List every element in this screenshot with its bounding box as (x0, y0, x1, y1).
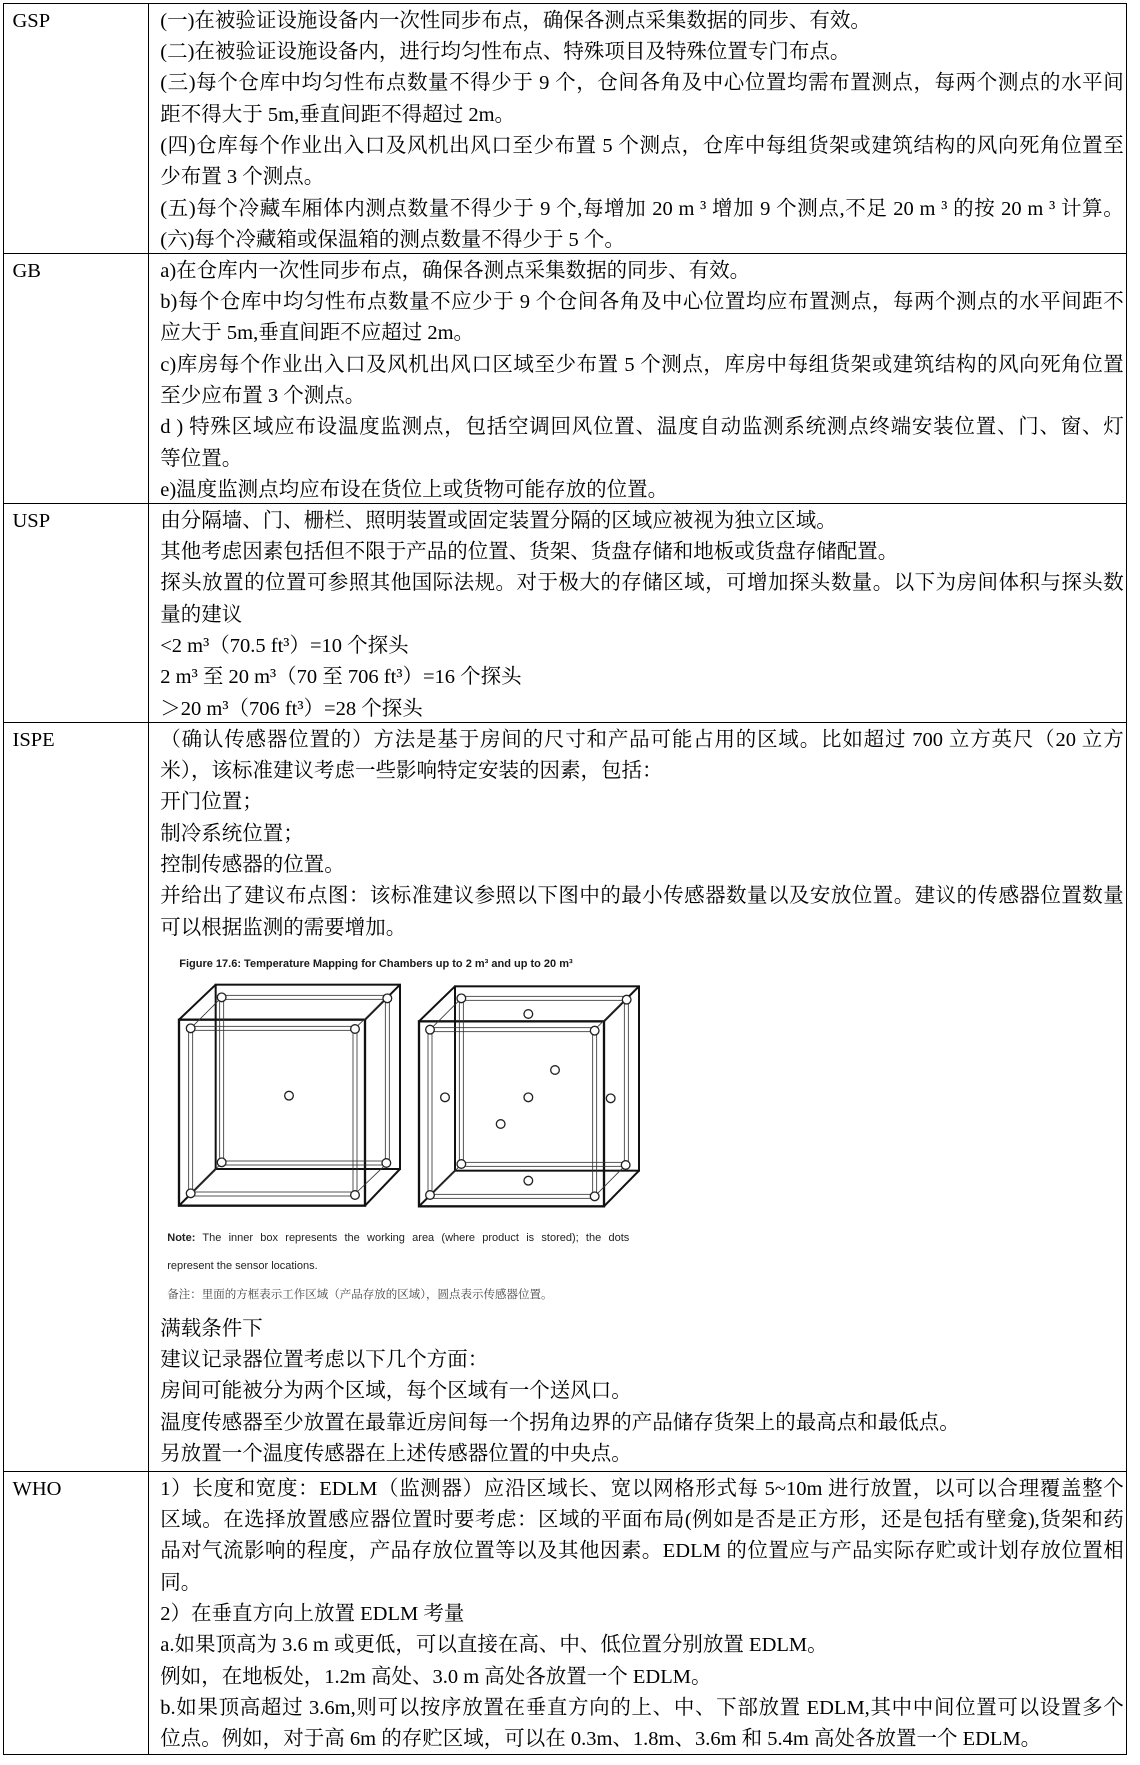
table-row-gb (4, 253, 1126, 503)
temperature-mapping-figure (149, 944, 1124, 1314)
text-line: (四)仓库每个作业出入口及风机出风口至少布置 5 个测点，仓库中每组货架或建筑结构的风向死角位置至 (160, 134, 1124, 157)
text-line: 应大于 5m,垂直间距不应超过 2m。 (160, 322, 475, 345)
table-row-gsp (4, 4, 1126, 253)
text-line: 另放置一个温度传感器在上述传感器位置的中央点。 (160, 1443, 632, 1466)
large-chamber-cube (419, 986, 639, 1206)
text-line: 探头放置的位置可参照其他国际法规。对于极大的存储区域，可增加探头数量。以下为房间体积与探头数 (160, 572, 1124, 595)
row-content (149, 4, 1126, 253)
small-chamber-cube (179, 984, 400, 1205)
figure-note-label: Note: (167, 1231, 196, 1244)
chamber-cube-diagram (149, 939, 669, 1229)
text-line: (二)在被验证设施设备内，进行均匀性布点、特殊项目及特殊位置专门布点。 (160, 41, 851, 64)
text-line: 等位置。 (160, 447, 243, 470)
text-line: 2 m³ 至 20 m³（70 至 706 ft³）=16 个探头 (160, 666, 522, 689)
text-line: 例如，在地板处，1.2m 高处、3.0 m 高处各放置一个 EDLM。 (160, 1665, 712, 1688)
text-line: 区域。在选择放置感应器位置时要考虑：区域的平面布局(例如是否是正方形，还是包括有壁龛),货架和药 (160, 1509, 1124, 1532)
text-line: 房间可能被分为两个区域，每个区域有一个送风口。 (160, 1380, 632, 1403)
figure-note-line2: represent the sensor locations. (167, 1259, 318, 1272)
row-content (149, 723, 1126, 1471)
table-row-ispe (4, 722, 1126, 1471)
text-line: 建议记录器位置考虑以下几个方面： (160, 1349, 489, 1372)
text-line: (六)每个冷藏箱或保温箱的测点数量不得少于 5 个。 (160, 228, 625, 251)
text-line: 量的建议 (160, 603, 243, 626)
text-line: e)温度监测点均应布设在货位上或货物可能存放的位置。 (160, 478, 669, 501)
text-line: (一)在被验证设施设备内一次性同步布点，确保各测点采集数据的同步、有效。 (160, 9, 871, 32)
table-row-who (4, 1471, 1126, 1754)
text-line: 满载条件下 (160, 1317, 263, 1340)
text-line: 同。 (160, 1571, 202, 1594)
text-line: 少布置 3 个测点。 (160, 166, 325, 189)
row-label: WHO (4, 1472, 149, 1754)
text-line: (三)每个仓库中均匀性布点数量不得少于 9 个，仓间各角及中心位置均需布置测点，每两个测点的水平间 (160, 72, 1124, 95)
text-line: （确认传感器位置的）方法是基于房间的尺寸和产品可能占用的区域。比如超过 700 立方英尺（20 立方 (160, 728, 1124, 751)
text-line: d ) 特殊区域应布设温度监测点，包括空调回风位置、温度自动监测系统测点终端安装位置、门、窗、灯 (160, 416, 1124, 439)
text-line: 其他考虑因素包括但不限于产品的位置、货架、货盘存储和地板或货盘存储配置。 (160, 541, 899, 564)
text-line: 至少应布置 3 个测点。 (160, 384, 366, 407)
text-line: 并给出了建议布点图：该标准建议参照以下图中的最小传感器数量以及安放位置。建议的传感器位置数量 (160, 885, 1124, 908)
row-label: GSP (4, 4, 149, 253)
text-line: 控制传感器的位置。 (160, 853, 345, 876)
row-content (149, 504, 1126, 722)
text-line: 米），该标准建议考虑一些影响特定安装的因素，包括： (160, 760, 663, 783)
figure-note (167, 1231, 629, 1245)
figure-title: Figure 17.6: Temperature Mapping for Chambers up to 2 m³ and up to 20 m³ (179, 957, 573, 970)
row-label: GB (4, 254, 149, 503)
text-line: 温度传感器至少放置在最靠近房间每一个拐角边界的产品储存货架上的最高点和最低点。 (160, 1411, 960, 1434)
text-line: a.如果顶高为 3.6 m 或更低，可以直接在高、中、低位置分别放置 EDLM。 (160, 1634, 828, 1657)
text-line: 距不得大于 5m,垂直间距不得超过 2m。 (160, 103, 516, 126)
text-line: 由分隔墙、门、栅栏、照明装置或固定装置分隔的区域应被视为独立区域。 (160, 509, 837, 532)
text-line: 开门位置； (160, 791, 263, 814)
row-content (149, 254, 1126, 503)
text-line: b.如果顶高超过 3.6m,则可以按序放置在垂直方向的上、中、下部放置 EDLM,其中中间位置可以设置多个 (160, 1696, 1124, 1719)
table-row-usp (4, 503, 1126, 722)
text-line: 可以根据监测的需要增加。 (160, 916, 407, 939)
text-line: ＞20 m³（706 ft³）=28 个探头 (160, 697, 423, 720)
text-line: 品对气流影响的程度，产品存放位置等以及其他因素。EDLM 的位置应与产品实际存贮或计划存放位置相 (160, 1540, 1124, 1563)
row-label: ISPE (4, 723, 149, 1471)
text-line: b)每个仓库中均匀性布点数量不应少于 9 个仓间各角及中心位置均应布置测点，每两个测点的水平间距不 (160, 291, 1124, 314)
text-line: <2 m³（70.5 ft³）=10 个探头 (160, 634, 409, 657)
requirements-table (3, 3, 1127, 1755)
text-line: c)库房每个作业出入口及风机出风口区域至少布置 5 个测点，库房中每组货架或建筑结构的风向死角位置 (160, 353, 1124, 376)
text-line: (五)每个冷藏车厢体内测点数量不得少于 9 个,每增加 20 m ³ 增加 9 个测点,不足 20 m ³ 的按 20 m ³ 计算。 (160, 197, 1124, 220)
text-line: 1）长度和宽度：EDLM（监测器）应沿区域长、宽以网格形式每 5~10m 进行放置，以可以合理覆盖整个 (160, 1477, 1124, 1500)
text-line: 制冷系统位置； (160, 822, 304, 845)
text-line: a)在仓库内一次性同步布点，确保各测点采集数据的同步、有效。 (160, 259, 751, 282)
row-label: USP (4, 504, 149, 722)
text-line: 位点。例如，对于高 6m 的存贮区域，可以在 0.3m、1.8m、3.6m 和 5.4m 高处各放置一个 EDLM。 (160, 1728, 1042, 1751)
text-line: 2）在垂直方向上放置 EDLM 考量 (160, 1602, 465, 1625)
figure-note-text: The inner box represents the working area (where product is stored); the dots (202, 1231, 630, 1244)
row-content (149, 1472, 1126, 1754)
figure-note-chinese: 备注：里面的方框表示工作区域（产品存放的区域），圆点表示传感器位置。 (167, 1288, 553, 1301)
